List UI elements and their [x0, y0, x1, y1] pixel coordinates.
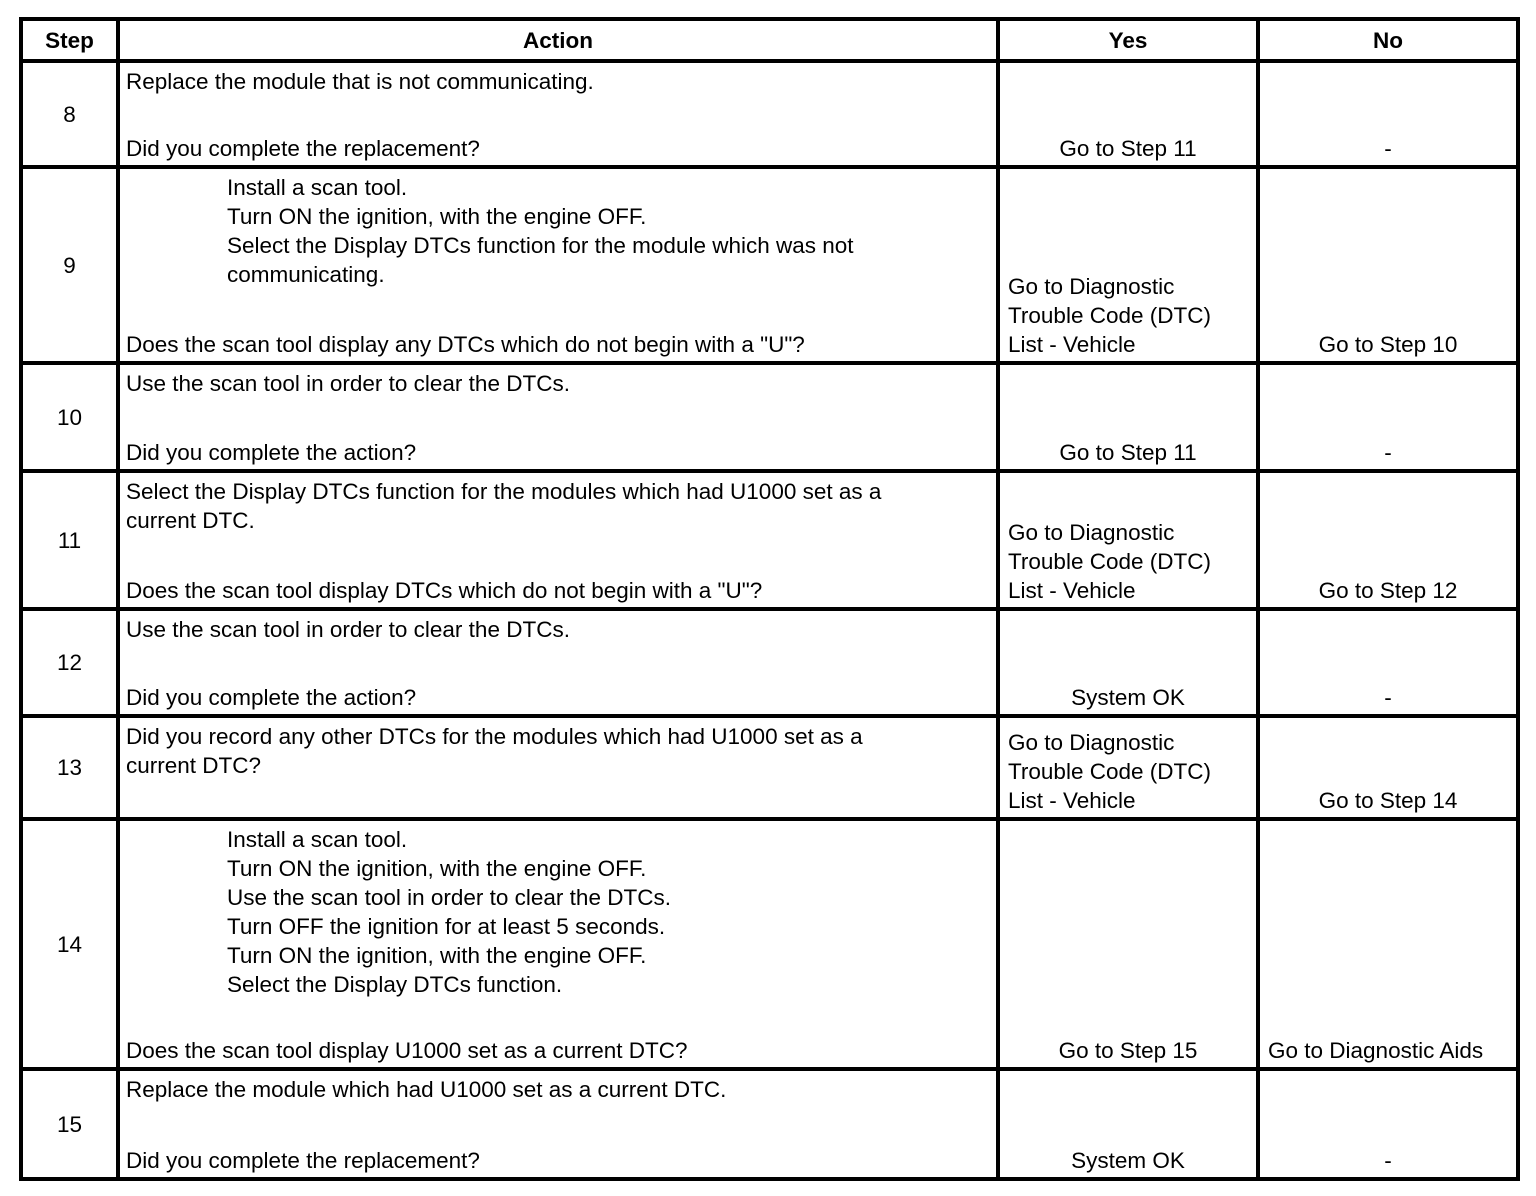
action-question: Does the scan tool display DTCs which do not begin with a "U"? [126, 578, 763, 603]
step-number: 9 [63, 252, 76, 278]
action-instruction: Install a scan tool. [227, 175, 408, 200]
step-number: 11 [57, 527, 82, 553]
yes-result-line: List - Vehicle [1008, 788, 1136, 813]
action-statement: Use the scan tool in order to clear the DTCs. [126, 371, 570, 396]
action-cell [120, 611, 996, 714]
action-instruction: Use the scan tool in order to clear the DTCs. [227, 885, 671, 910]
action-question: Does the scan tool display U1000 set as a current DTC? [126, 1038, 688, 1063]
no-result-line: - [1384, 136, 1392, 161]
yes-result [1000, 611, 1256, 714]
no-result-line: - [1384, 440, 1392, 465]
no-result [1260, 718, 1516, 817]
action-lines [126, 722, 996, 780]
action-statement: Replace the module which had U1000 set as a current DTC. [126, 1077, 727, 1102]
no-result-line: Go to Step 12 [1318, 578, 1458, 603]
action-question: Did you complete the replacement? [126, 1148, 480, 1173]
action-statement: current DTC. [126, 508, 255, 533]
action-lines [126, 67, 996, 96]
yes-result-line: Go to Step 11 [1059, 136, 1197, 161]
action-lines [126, 615, 996, 644]
step-number: 10 [56, 404, 83, 430]
action-cell [120, 821, 996, 1067]
column-divider [1516, 17, 1520, 1181]
no-result-line: Go to Step 10 [1318, 332, 1458, 357]
diagnostic-table [19, 17, 1520, 1181]
yes-result [1000, 718, 1256, 817]
no-result [1260, 63, 1516, 165]
no-result [1260, 611, 1516, 714]
no-result-line: Go to Diagnostic Aids [1268, 1038, 1484, 1063]
action-lines [126, 477, 996, 535]
yes-result-line: List - Vehicle [1008, 578, 1136, 603]
yes-result-line: Go to Step 11 [1059, 440, 1197, 465]
action-instruction: Turn OFF the ignition for at least 5 seconds. [227, 914, 666, 939]
no-result-line: - [1384, 1148, 1392, 1173]
yes-result-line: Go to Diagnostic [1008, 520, 1175, 545]
action-cell [120, 63, 996, 165]
yes-result-line: Go to Diagnostic [1008, 730, 1175, 755]
no-result [1260, 169, 1516, 361]
action-instruction: Turn ON the ignition, with the engine OFF. [227, 943, 647, 968]
no-result-line: Go to Step 14 [1318, 788, 1458, 813]
action-instruction: Select the Display DTCs function. [227, 972, 563, 997]
no-result-line: - [1384, 685, 1392, 710]
no-result [1260, 821, 1516, 1067]
action-lines [126, 1075, 996, 1104]
action-statement: Did you record any other DTCs for the modules which had U1000 set as a [126, 724, 863, 749]
action-instruction: communicating. [227, 262, 385, 287]
action-cell [120, 365, 996, 469]
row-divider [19, 1177, 1520, 1181]
action-instruction: Turn ON the ignition, with the engine OFF. [227, 204, 647, 229]
action-question: Did you complete the action? [126, 685, 417, 710]
no-result [1260, 1071, 1516, 1177]
action-lines [126, 173, 996, 289]
yes-result [1000, 169, 1256, 361]
action-cell [120, 473, 996, 607]
yes-result [1000, 63, 1256, 165]
step-number: 14 [56, 931, 83, 957]
yes-result-line: Trouble Code (DTC) [1008, 303, 1211, 328]
yes-result [1000, 365, 1256, 469]
action-statement: current DTC? [126, 753, 262, 778]
action-statement: Use the scan tool in order to clear the DTCs. [126, 617, 570, 642]
yes-result-line: Trouble Code (DTC) [1008, 549, 1211, 574]
row-divider [19, 17, 1520, 21]
action-lines [126, 825, 996, 999]
yes-result-line: Go to Step 15 [1058, 1038, 1198, 1063]
header-action: Action [523, 27, 593, 53]
action-statement: Select the Display DTCs function for the modules which had U1000 set as a [126, 479, 882, 504]
action-question: Did you complete the action? [126, 440, 417, 465]
yes-result-line: List - Vehicle [1008, 332, 1136, 357]
step-number: 8 [63, 101, 76, 127]
yes-result-line: System OK [1071, 685, 1185, 710]
action-cell [120, 169, 996, 361]
step-number: 15 [56, 1111, 83, 1137]
no-result [1260, 365, 1516, 469]
step-number: 13 [56, 755, 83, 780]
action-question: Did you complete the replacement? [126, 136, 480, 161]
no-result [1260, 473, 1516, 607]
yes-result-line: Trouble Code (DTC) [1008, 759, 1211, 784]
action-instruction: Select the Display DTCs function for the module which was not [227, 233, 854, 258]
header-yes: Yes [1108, 27, 1148, 53]
action-cell [120, 718, 996, 817]
yes-result [1000, 473, 1256, 607]
action-instruction: Install a scan tool. [227, 827, 408, 852]
yes-result [1000, 1071, 1256, 1177]
action-cell [120, 1071, 996, 1177]
yes-result-line: Go to Diagnostic [1008, 274, 1175, 299]
header-step: Step [45, 27, 94, 53]
action-statement: Replace the module that is not communicating. [126, 69, 594, 94]
header-no: No [1373, 27, 1403, 53]
step-number: 12 [56, 650, 83, 675]
yes-result [1000, 821, 1256, 1067]
action-instruction: Turn ON the ignition, with the engine OFF. [227, 856, 647, 881]
action-question: Does the scan tool display any DTCs which do not begin with a "U"? [126, 332, 805, 357]
action-lines [126, 369, 996, 398]
yes-result-line: System OK [1071, 1148, 1185, 1173]
